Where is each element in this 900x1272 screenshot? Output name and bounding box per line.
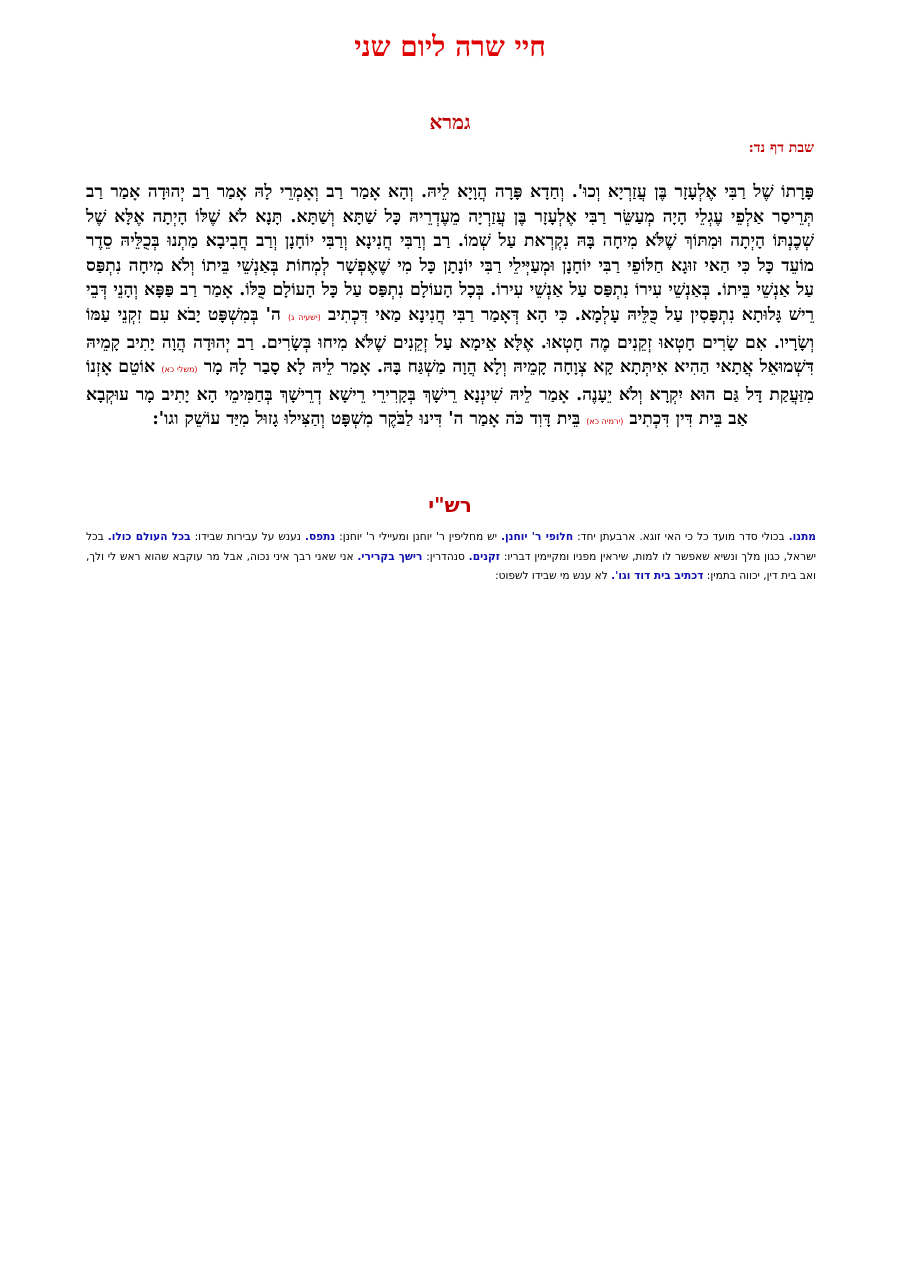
dibbur-hamatchil: רישך בקרירי.: [357, 550, 423, 563]
rashi-title: רש"י: [428, 493, 472, 517]
gemara-text-part: אוֹטֵם אָזְנוֹ מִזַּעֲקַת דָּל גַּם הוּא יִקְרָא וְלֹא יֵעָנֶה. אָמַר לֵיהּ שִׁינְנָא רֵישָׁךְ בְּקָרִירֵי רֵישָׁא דְרֵישָׁךְ בְּחַמִּימֵי הָא יָתִיב מָר עוּקְבָא אַב בֵּית דִּין דִּכְתִיב: [86, 357, 814, 430]
page-title: חיי שרה ליום שני: [354, 30, 546, 63]
gemara-text-part: פָּרָתוֹ שֶׁל רַבִּי אֶלְעָזָר בֶּן עֲזַרְיָא וְכוּ'. וְחַדָא פָּרָה הֲוָיָא לֵיהּ. וְהָא אָמַר רַב וְאָמְרֵי לָהּ אָמַר רַב יְהוּדָה אָמַר רַב תְּרֵיסַר אַלְפֵי עֶגְלֵי הָיָה מְעַשֵּׂר רַבִּי אֶלְעָזָר בֶּן עֲזַרְיָה מֵעֶדְרֵיהּ כָּל שַׁתָּא וְשַׁתָּא. תָּנָא לֹא שֶׁלּוֹ הָיְתָה אֶלָּא שֶׁל שְׁכֶנְתּוֹ הָיְתָה וּמִתּוֹךְ שֶׁלֹּא מִיחָה בָּהּ נִקְרְאת עַל שְׁמוֹ. רַב וְרַבִּי חֲנִינָא וְרַבִּי יוֹחָנָן וְרַב חֲבִיבָא מַתְנוּ בְּכֻלֵּיהּ סֵדֶר מוֹעֵד כָּל כִּי הַאי זוּגָא חַלּוֹפֵי רַבִּי יוֹחָנָן וּמְעַיְּילֵי רַבִּי יוֹנָתָן כָּל מִי שֶׁאֶפְשָׁר לְמְחוֹת בְּאַנְשֵׁי בֵּיתוֹ וְלֹא מִיחָה נִתְפַּס עַל אַנְשֵׁי בֵּיתוֹ. בְּאַנְשֵׁי עִירוֹ נִתְפַּס עַל אַנְשֵׁי עִירוֹ. בְּכָל הָעוֹלָם נִתְפַּס עַל כָּל הָעוֹלָם כֻּלּוֹ. אָמַר רַב פַּפָּא וְהָנֵי דְּבֵי רֵישׁ גָּלוּתָא נִתְפָּסִין עַל כֻּלֵּיהּ עָלְמָא. כִּי הָא דְּאָמַר רַבִּי חֲנִינָא מַאי דִּכְתִיב: [86, 182, 815, 325]
rashi-text: נענש על עבירות שבידו:: [190, 531, 305, 543]
verse-citation: (משלי כא): [161, 365, 198, 375]
dibbur-hamatchil: בכל העולם כולו.: [107, 531, 191, 543]
rashi-text: אני שאני רבך איני נכוה, אבל מר עוקבא שהוא ראש לי ולך, ואב בית דין, יכווה בתמין:: [86, 550, 816, 582]
rashi-text: יש מחליפין ר' יוחנן ומעיילי ר' יוחנן:: [335, 531, 502, 543]
dibbur-hamatchil: דכתיב בית דוד וגו'.: [611, 570, 704, 582]
gemara-text-part: ה' בְּמִשְׁפָּט יָבֹא עִם זִקְנֵי עַמּוֹ וְשָׂרָיו. אִם שָׂרִים חָטְאוּ זְקֵנִים מֶה חָטְאוּ. אֶלָּא אֵימָא עַל זְקֵנִים שֶׁלֹּא מִיחוּ בְּשָׂרִים. רַב יְהוּדָה הֲוָה יָתִיב קָמֵיהּ דִּשְׁמוּאֵל אֲתָאי הַהִיא אִיתְּתָא קָא צְוָחָה קָמֵיהּ וְלָא הֲוָה מַשְׁגַּח בָּהּ. אָמַר לֵיהּ לָא סָבַר לָהּ מָר: [86, 304, 814, 378]
rashi-text: לא ענש מי שבידו לשפוט:: [495, 570, 612, 582]
rashi-text: בכולי סדר מועד כל כי האי זוגא. ארבעתן יחד:: [573, 531, 789, 543]
rashi-commentary: [86, 528, 816, 587]
verse-citation: (ירמיה כא): [586, 417, 624, 427]
rashi-text: בכל ישראל, כגון מלך ונשיא שאפשר לו למות, שיראין מפניו ומקיימין דבריו:: [86, 531, 816, 563]
dibbur-hamatchil: זקנים.: [468, 550, 501, 563]
section-title: גמרא: [429, 110, 471, 134]
verse-citation: (ישעיה ג): [288, 312, 321, 322]
gemara-text-part: בֵּית דָּוִד כֹּה אָמַר ה' דִּינוּ לַבֹּקֶר מִשְׁפָּט וְהַצִּילוּ גָזוּל מִיַּד עוֹשֵׁק וגו':: [152, 409, 581, 430]
source-reference: שבת דף נד:: [748, 140, 814, 156]
rashi-text: סנהדרין:: [422, 550, 469, 563]
gemara-text: [86, 180, 814, 435]
dibbur-hamatchil: חלופי ר' יוחנן.: [501, 531, 574, 543]
dibbur-hamatchil: נתפס.: [304, 531, 336, 543]
dibbur-hamatchil: מתנו.: [788, 531, 816, 543]
